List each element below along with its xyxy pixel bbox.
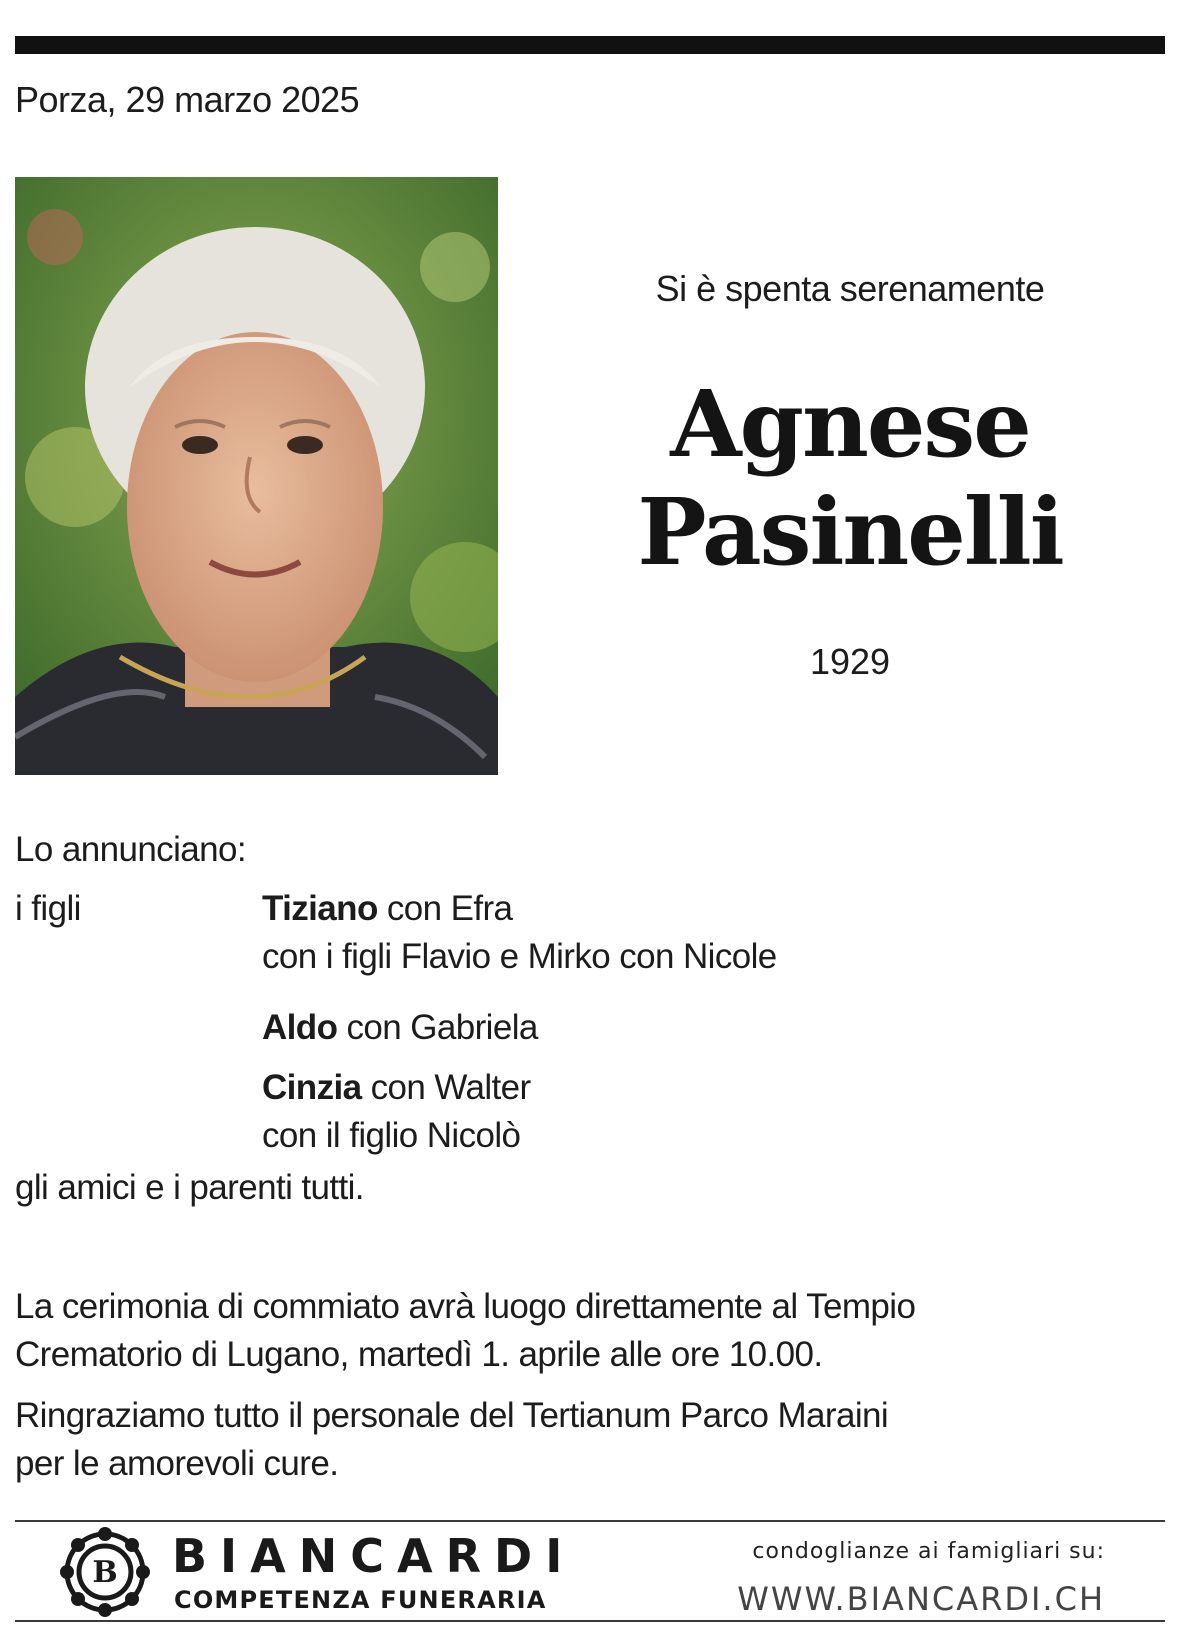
child-entry-aldo: [262, 1004, 538, 1052]
child-partner: con Efra: [377, 889, 513, 928]
child-name: Aldo: [262, 1008, 338, 1047]
thanks-line: Ringraziamo tutto il personale del Tertianum Parco Maraini: [15, 1396, 889, 1435]
thanks-notice: [15, 1392, 888, 1488]
child-name: Tiziano: [262, 889, 378, 928]
ceremony-line: La cerimonia di commiato avrà luogo direttamente al Tempio: [15, 1287, 916, 1326]
child-partner: con Gabriela: [337, 1008, 538, 1047]
top-rule: [15, 36, 1165, 54]
deceased-last-name: Pasinelli: [637, 478, 1063, 586]
deceased-name: [560, 370, 1140, 586]
child-detail: con il figlio Nicolò: [262, 1116, 521, 1155]
child-entry-tiziano: [262, 885, 777, 981]
family-closing: gli amici e i parenti tutti.: [15, 1168, 364, 1207]
place-date: Porza, 29 marzo 2025: [15, 79, 360, 120]
condolences-text: condoglianze ai famigliari su:: [752, 1539, 1105, 1564]
footer-top-rule: [15, 1520, 1165, 1522]
thanks-line: per le amorevoli cure.: [15, 1444, 339, 1483]
announcement-subtitle: Si è spenta serenamente: [655, 268, 1045, 309]
child-entry-cinzia: [262, 1064, 531, 1160]
portrait-photo: [15, 177, 498, 775]
logo-letter: B: [92, 1555, 118, 1590]
family-intro: Lo annunciano:: [15, 830, 246, 869]
footer-bottom-rule: [15, 1620, 1165, 1622]
child-name: Cinzia: [262, 1068, 362, 1107]
child-partner: con Walter: [361, 1068, 531, 1107]
birth-year: 1929: [809, 641, 891, 682]
biancardi-b-emblem-icon: [60, 1527, 150, 1617]
deceased-first-name: Agnese: [670, 370, 1030, 478]
child-detail: con i figli Flavio e Mirko con Nicole: [262, 937, 777, 976]
children-label: i figli: [15, 889, 81, 928]
brand-tagline: COMPETENZA FUNERARIA: [174, 1586, 547, 1614]
ceremony-notice: [15, 1283, 915, 1379]
brand-name: BIANCARDI: [172, 1529, 576, 1583]
website-link[interactable]: WWW.BIANCARDI.CH: [737, 1580, 1105, 1618]
ceremony-line: Crematorio di Lugano, martedì 1. aprile alle ore 10.00.: [15, 1335, 823, 1374]
